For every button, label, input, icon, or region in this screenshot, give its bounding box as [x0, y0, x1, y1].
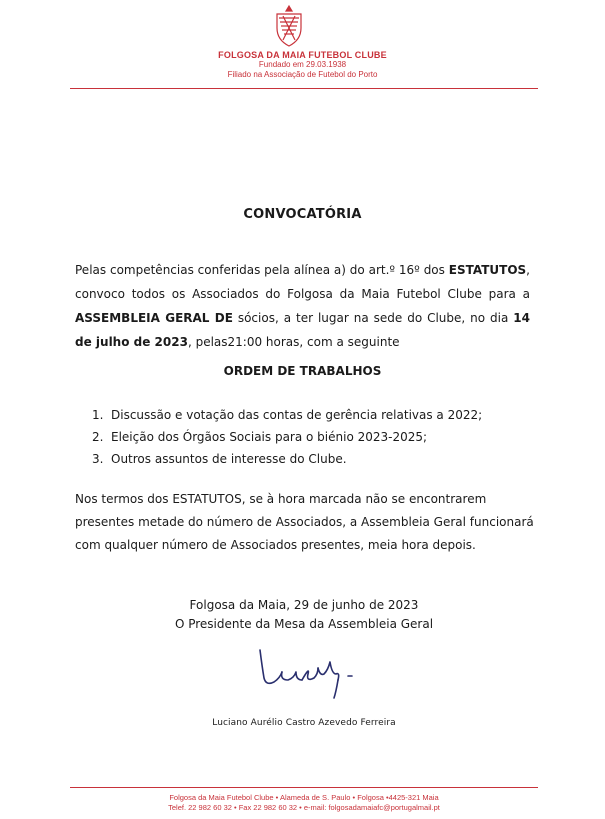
intro-text-4: , pelas21:00 horas, com a seguinte: [187, 335, 400, 349]
intro-bold-assembleia: ASSEMBLEIA GERAL DE: [75, 311, 233, 325]
club-crest-icon: [271, 4, 307, 48]
club-affiliation: Filiado na Associação de Futebol do Porto: [227, 70, 378, 79]
agenda-title: ORDEM DE TRABALHOS: [223, 364, 382, 378]
agenda-item: [92, 448, 482, 470]
agenda-item-text: Discussão e votação das contas de gerência relativas a 2022;: [111, 408, 483, 422]
agenda-item-number: 3.: [92, 452, 104, 466]
agenda-item: [92, 426, 482, 448]
agenda-item-text: Eleição dos Órgãos Sociais para o biénio 2023-2025;: [111, 430, 428, 444]
intro-text-2: , convoco todos os Associados do Folgosa da Maia Futebol Clube para a: [75, 263, 530, 301]
agenda-item-number: 1.: [92, 408, 104, 422]
document-title: CONVOCATÓRIA: [243, 207, 362, 222]
signer-role: O Presidente da Mesa da Assembleia Geral: [174, 617, 434, 631]
closing-paragraph: Nos termos dos ESTATUTOS, se à hora marcada não se encontrarem presentes metade do número de Associados, a Assembleia Geral funcionará com qualquer número de Associados presentes, meia hora depois.: [75, 492, 534, 552]
header-divider: [70, 88, 538, 89]
signoff-block: [0, 596, 605, 634]
club-founded: Fundado em 29.03.1938: [258, 60, 347, 69]
intro-bold-date: 14 de julho de 2023: [75, 311, 530, 349]
intro-bold-estatutos: ESTATUTOS: [448, 263, 527, 277]
agenda-item: [92, 404, 482, 426]
intro-paragraph: [75, 258, 530, 354]
handwritten-signature-icon: [252, 644, 372, 700]
agenda-item-text: Outros assuntos de interesse do Clube.: [111, 452, 347, 466]
intro-text-3: sócios, a ter lugar na sede do Clube, no dia: [232, 311, 514, 325]
club-name: FOLGOSA DA MAIA FUTEBOL CLUBE: [218, 50, 387, 60]
agenda-list: [92, 404, 482, 470]
footer-divider: [70, 787, 538, 788]
footer: [0, 793, 605, 813]
place-date: Folgosa da Maia, 29 de junho de 2023: [189, 598, 419, 612]
footer-address: Folgosa da Maia Futebol Clube • Alameda de S. Paulo • Folgosa •4425-321 Maia: [169, 793, 439, 802]
intro-text-1: Pelas competências conferidas pela alínea a) do art.º 16º dos: [75, 263, 449, 277]
agenda-item-number: 2.: [92, 430, 104, 444]
footer-contacts: Telef. 22 982 60 32 • Fax 22 982 60 32 • e-mail: folgosadamaiafc@portugalmail.pt: [168, 803, 440, 812]
signer-name: Luciano Aurélio Castro Azevedo Ferreira: [212, 718, 396, 728]
club-header: [0, 50, 605, 80]
